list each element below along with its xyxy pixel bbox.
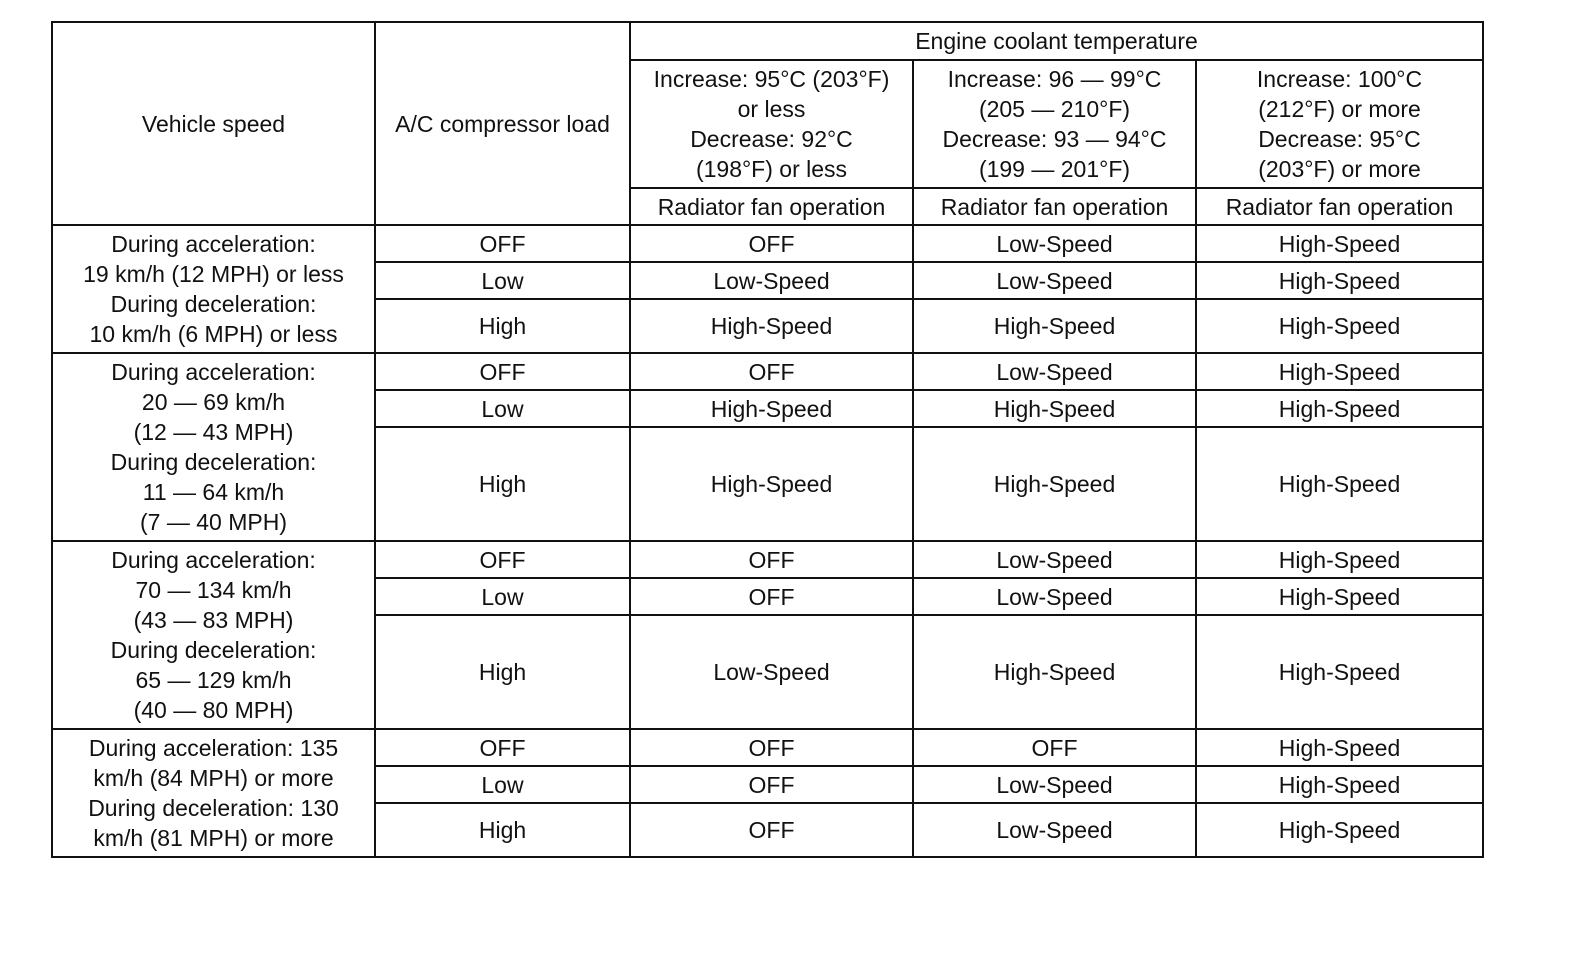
fan-operation-cell: OFF [630,353,913,390]
fan-operation-header: Radiator fan operation [1196,188,1483,225]
ac-load-cell: OFF [375,541,630,578]
fan-operation-cell: High-Speed [1196,225,1483,262]
ac-load-cell: High [375,427,630,541]
vehicle-speed-cell: During acceleration: 20 — 69 km/h (12 — 43 MPH) During deceleration: 11 — 64 km/h (7 — 40 MPH) [52,353,375,541]
ac-load-cell: High [375,803,630,857]
fan-operation-cell: High-Speed [1196,262,1483,299]
fan-operation-cell: Low-Speed [913,803,1196,857]
ac-load-cell: OFF [375,353,630,390]
ac-load-cell: Low [375,578,630,615]
fan-operation-cell: High-Speed [1196,803,1483,857]
fan-operation-cell: OFF [630,541,913,578]
table-row [52,541,1483,578]
fan-operation-cell: OFF [630,729,913,766]
fan-operation-cell: Low-Speed [630,262,913,299]
fan-operation-header: Radiator fan operation [913,188,1196,225]
radiator-fan-operation-table [51,21,1484,858]
fan-operation-cell: High-Speed [630,390,913,427]
ac-load-header: A/C compressor load [375,22,630,225]
fan-operation-cell: OFF [630,578,913,615]
table-row [52,225,1483,262]
ac-load-cell: OFF [375,729,630,766]
fan-operation-cell: High-Speed [913,299,1196,353]
fan-operation-cell: High-Speed [1196,541,1483,578]
fan-operation-cell: OFF [630,803,913,857]
fan-operation-cell: High-Speed [1196,766,1483,803]
header-row-1 [52,22,1483,60]
vehicle-speed-cell: During acceleration: 70 — 134 km/h (43 — 83 MPH) During deceleration: 65 — 129 km/h (40 — 80 MPH) [52,541,375,729]
ac-load-cell: High [375,299,630,353]
table-row [52,353,1483,390]
fan-operation-cell: Low-Speed [913,766,1196,803]
fan-operation-cell: High-Speed [1196,299,1483,353]
fan-operation-cell: Low-Speed [630,615,913,729]
temp-range-header: Increase: 95°C (203°F) or less Decrease: 92°C (198°F) or less [630,60,913,188]
ac-load-cell: OFF [375,225,630,262]
fan-operation-cell: Low-Speed [913,225,1196,262]
table-row [52,729,1483,766]
ac-load-cell: Low [375,262,630,299]
temp-range-header: Increase: 96 — 99°C (205 — 210°F) Decrease: 93 — 94°C (199 — 201°F) [913,60,1196,188]
fan-operation-cell: High-Speed [630,427,913,541]
fan-operation-cell: High-Speed [1196,390,1483,427]
fan-operation-cell: OFF [630,766,913,803]
fan-operation-header: Radiator fan operation [630,188,913,225]
fan-operation-cell: Low-Speed [913,541,1196,578]
fan-operation-cell: High-Speed [913,390,1196,427]
ac-load-cell: Low [375,390,630,427]
radiator-fan-table-wrapper [51,21,1484,858]
ac-load-cell: High [375,615,630,729]
vehicle-speed-cell: During acceleration: 19 km/h (12 MPH) or less During deceleration: 10 km/h (6 MPH) or less [52,225,375,353]
vehicle-speed-cell: During acceleration: 135 km/h (84 MPH) or more During deceleration: 130 km/h (81 MPH) or more [52,729,375,857]
ac-load-cell: Low [375,766,630,803]
fan-operation-cell: High-Speed [630,299,913,353]
fan-operation-cell: High-Speed [1196,427,1483,541]
vehicle-speed-header: Vehicle speed [52,22,375,225]
fan-operation-cell: Low-Speed [913,262,1196,299]
fan-operation-cell: OFF [630,225,913,262]
engine-coolant-temperature-header: Engine coolant temperature [630,22,1483,60]
fan-operation-cell: Low-Speed [913,578,1196,615]
temp-range-header: Increase: 100°C (212°F) or more Decrease: 95°C (203°F) or more [1196,60,1483,188]
fan-operation-cell: High-Speed [913,427,1196,541]
fan-operation-cell: High-Speed [1196,729,1483,766]
fan-operation-cell: OFF [913,729,1196,766]
fan-operation-cell: High-Speed [1196,578,1483,615]
fan-operation-cell: High-Speed [1196,353,1483,390]
fan-operation-cell: High-Speed [1196,615,1483,729]
fan-operation-cell: High-Speed [913,615,1196,729]
fan-operation-cell: Low-Speed [913,353,1196,390]
